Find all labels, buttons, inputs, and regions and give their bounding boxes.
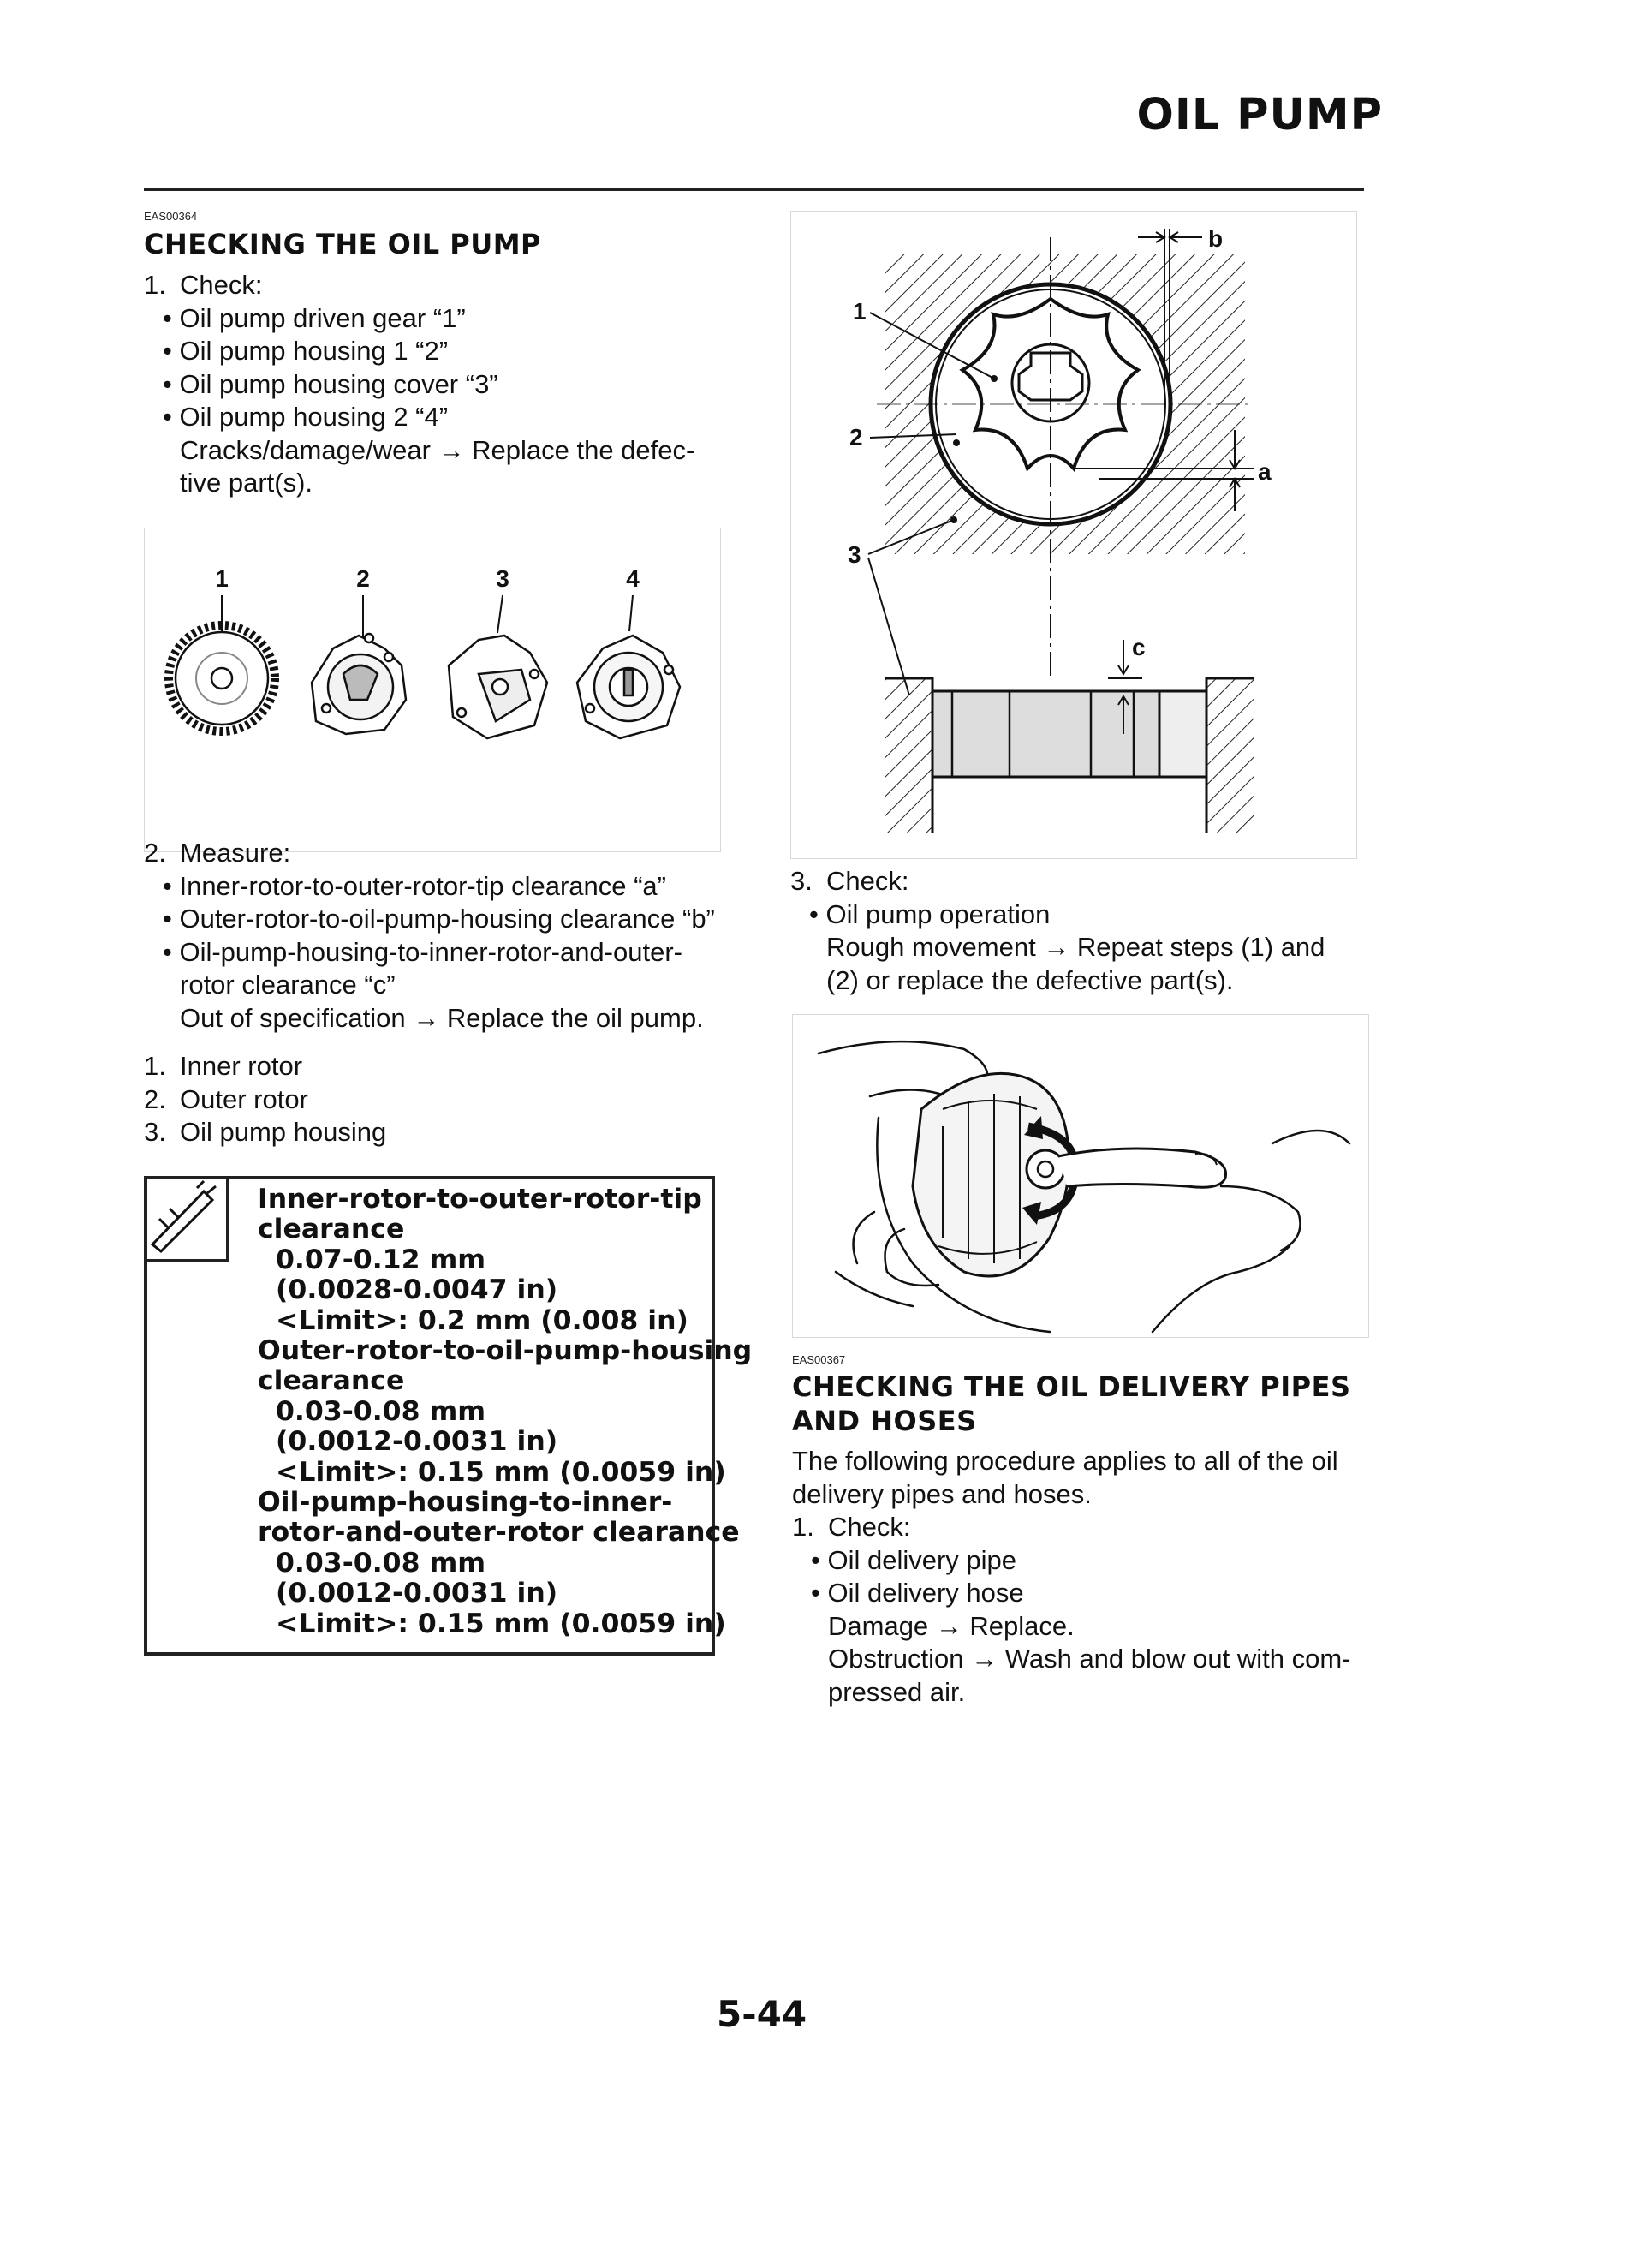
spec-value: (0.0012-0.0031 in) bbox=[276, 1426, 558, 1458]
list-item: • Oil pump housing cover “3” bbox=[163, 368, 498, 399]
spec-value: (0.0012-0.0031 in) bbox=[276, 1578, 558, 1609]
step-3: 3. Check: bbox=[790, 866, 909, 896]
parts-drawing bbox=[145, 528, 720, 851]
label-2: 2 bbox=[849, 424, 863, 451]
note-line: Rough movement → Repeat steps (1) and bbox=[826, 932, 1325, 962]
step-1-block bbox=[144, 269, 694, 500]
step-3-block bbox=[790, 865, 1325, 997]
label-1: 1 bbox=[853, 298, 867, 325]
housing-cover-drawing bbox=[449, 636, 547, 738]
step-1: 1. Check: bbox=[792, 1512, 911, 1542]
note-line: tive part(s). bbox=[180, 468, 313, 498]
caliper-icon bbox=[144, 1176, 229, 1262]
spec-value: 0.07-0.12 mm bbox=[276, 1244, 486, 1275]
note-line: Damage → Replace. bbox=[828, 1610, 1075, 1641]
note-line: Obstruction → Wash and blow out with com- bbox=[828, 1644, 1351, 1674]
page-title: OIL PUMP bbox=[1136, 90, 1383, 140]
list-item: • Oil delivery hose bbox=[811, 1578, 1024, 1608]
paragraph-line: delivery pipes and hoses. bbox=[792, 1478, 1092, 1509]
header-rule bbox=[144, 188, 1364, 191]
list-item: • Outer-rotor-to-oil-pump-housing clearance “b” bbox=[163, 904, 715, 934]
list-item: • Oil pump housing 1 “2” bbox=[163, 336, 449, 366]
legend-list bbox=[144, 1050, 386, 1149]
spec-value: 0.03-0.08 mm bbox=[276, 1395, 486, 1427]
spec-label: Oil-pump-housing-to-inner- bbox=[258, 1487, 673, 1519]
driven-gear-drawing bbox=[169, 625, 275, 731]
step-2: 2. Measure: bbox=[144, 838, 291, 868]
legend-item: 1. Inner rotor bbox=[144, 1051, 303, 1081]
rotor-diagram bbox=[790, 211, 1357, 859]
page-number: 5-44 bbox=[717, 1993, 807, 2035]
list-item: • Oil pump housing 2 “4” bbox=[163, 402, 449, 432]
section-heading-2: CHECKING THE OIL DELIVERY PIPES AND HOSES bbox=[792, 1370, 1351, 1437]
list-item: • Oil pump driven gear “1” bbox=[163, 302, 466, 333]
list-item: • Oil-pump-housing-to-inner-rotor-and-outer- bbox=[163, 936, 682, 967]
part-label-3: 3 bbox=[496, 565, 509, 592]
list-item: • Oil pump operation bbox=[809, 898, 1051, 929]
spec-limit: <Limit>: 0.15 mm (0.0059 in) bbox=[276, 1608, 726, 1639]
parts-figure bbox=[144, 528, 721, 852]
spec-text bbox=[258, 1185, 752, 1639]
step-1: 1. Check: bbox=[144, 270, 263, 300]
list-item: • Inner-rotor-to-outer-rotor-tip clearance “a” bbox=[163, 870, 667, 901]
note-line: Out of specification → Replace the oil pump. bbox=[180, 1002, 704, 1033]
housing-1-drawing bbox=[312, 634, 406, 734]
spec-label: Outer-rotor-to-oil-pump-housing bbox=[258, 1335, 753, 1367]
list-item: • Oil delivery pipe bbox=[811, 1544, 1017, 1575]
part-label-1: 1 bbox=[215, 565, 229, 592]
legend-item: 3. Oil pump housing bbox=[144, 1117, 387, 1147]
legend-item: 2. Outer rotor bbox=[144, 1083, 308, 1114]
label-a: a bbox=[1258, 458, 1272, 485]
spec-limit: <Limit>: 0.2 mm (0.008 in) bbox=[276, 1304, 688, 1336]
housing-2-drawing bbox=[577, 636, 680, 738]
section-code: EAS00364 bbox=[144, 210, 198, 223]
label-3: 3 bbox=[848, 541, 861, 568]
part-label-4: 4 bbox=[626, 565, 640, 592]
spec-value: 0.03-0.08 mm bbox=[276, 1547, 486, 1579]
spec-label: Inner-rotor-to-outer-rotor-tip bbox=[258, 1184, 702, 1215]
step-2-block bbox=[144, 837, 715, 1035]
label-c: c bbox=[1132, 634, 1146, 660]
part-label-2: 2 bbox=[356, 565, 370, 592]
section-code-2: EAS00367 bbox=[792, 1353, 846, 1366]
spec-value: (0.0028-0.0047 in) bbox=[276, 1274, 558, 1306]
spec-label: rotor-and-outer-rotor clearance bbox=[258, 1517, 740, 1549]
note-line: Cracks/damage/wear → Replace the defec- bbox=[180, 434, 695, 465]
procedure-block bbox=[792, 1445, 1350, 1709]
hand-pump-figure bbox=[792, 1014, 1369, 1338]
label-b: b bbox=[1208, 225, 1224, 252]
spec-label: clearance bbox=[258, 1214, 405, 1245]
list-item-cont: rotor clearance “c” bbox=[180, 970, 396, 1000]
spec-label: clearance bbox=[258, 1365, 405, 1397]
paragraph-line: The following procedure applies to all of the oil bbox=[792, 1446, 1338, 1476]
note-line: pressed air. bbox=[828, 1676, 966, 1707]
rotor-drawing bbox=[791, 212, 1356, 858]
hand-pump-drawing bbox=[793, 1015, 1368, 1337]
spec-limit: <Limit>: 0.15 mm (0.0059 in) bbox=[276, 1456, 726, 1488]
note-line: (2) or replace the defective part(s). bbox=[826, 964, 1234, 995]
section-heading: CHECKING THE OIL PUMP bbox=[144, 228, 541, 260]
